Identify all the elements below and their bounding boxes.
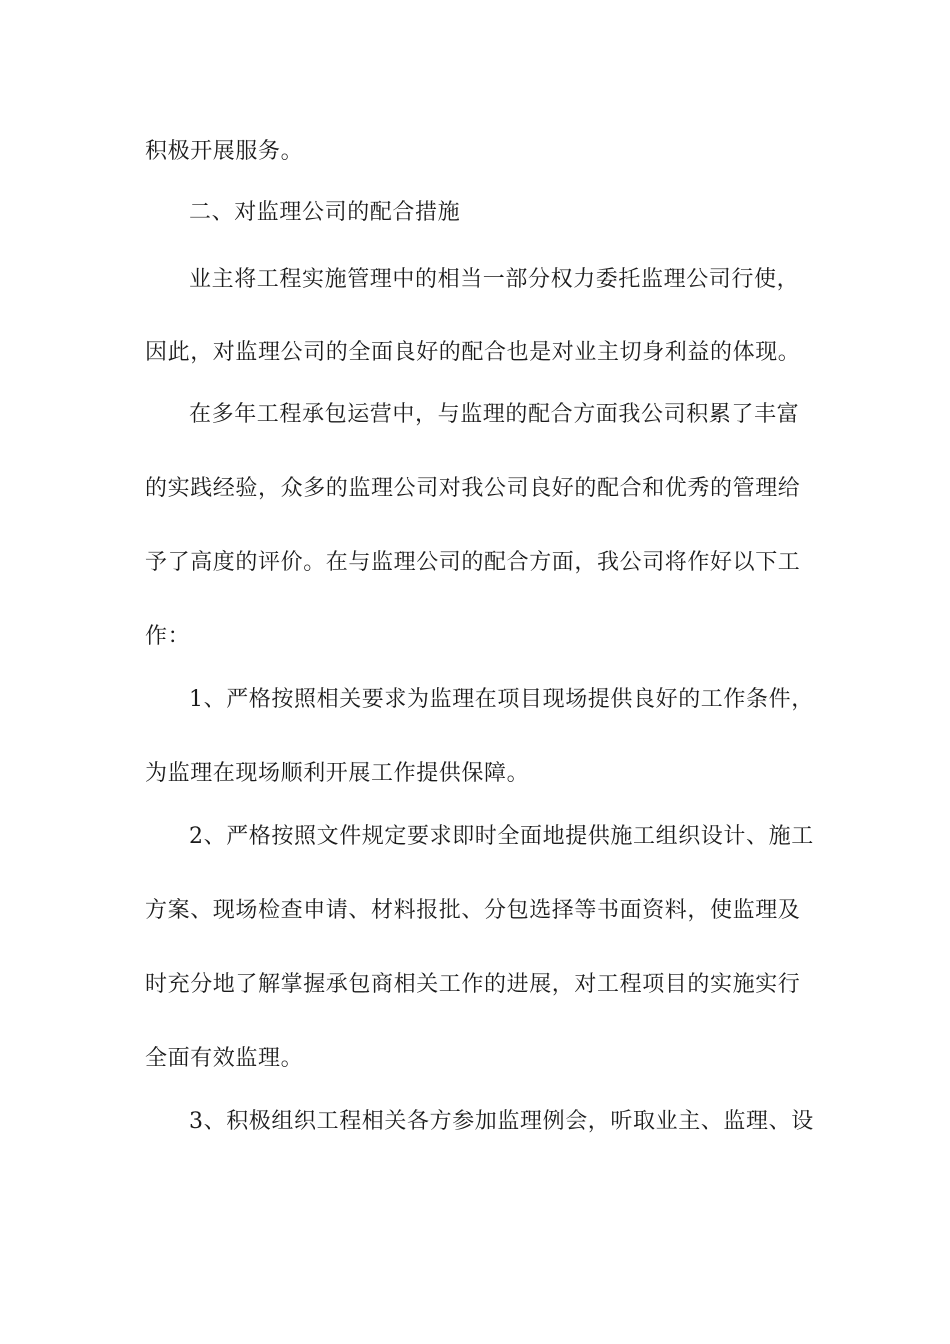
paragraph-line: 为监理在现场顺利开展工作提供保障。: [145, 761, 530, 786]
paragraph-line: 作：: [145, 624, 191, 649]
paragraph-line: 在多年工程承包运营中，与监理的配合方面我公司积累了丰富: [189, 402, 800, 427]
paragraph-line: 予了高度的评价。在与监理公司的配合方面，我公司将作好以下工: [145, 550, 801, 575]
paragraph-line: 时充分地了解掌握承包商相关工作的进展，对工程项目的实施实行: [145, 972, 801, 997]
paragraph-line: 积极开展服务。: [145, 139, 304, 164]
paragraph-line: 因此，对监理公司的全面良好的配合也是对业主切身利益的体现。: [145, 340, 801, 365]
list-item-3: 3、积极组织工程相关各方参加监理例会，听取业主、监理、设: [189, 1109, 814, 1134]
paragraph-line: 的实践经验，众多的监理公司对我公司良好的配合和优秀的管理给: [145, 476, 801, 501]
paragraph-line: 方案、现场检查申请、材料报批、分包选择等书面资料，使监理及: [145, 898, 801, 923]
list-item-2: 2、严格按照文件规定要求即时全面地提供施工组织设计、施工: [189, 824, 814, 849]
section-heading: 二、对监理公司的配合措施: [189, 200, 461, 225]
paragraph-line: 业主将工程实施管理中的相当一部分权力委托监理公司行使，: [189, 267, 800, 292]
paragraph-line: 全面有效监理。: [145, 1046, 304, 1071]
list-item-1: 1、严格按照相关要求为监理在项目现场提供良好的工作条件，: [189, 687, 814, 712]
